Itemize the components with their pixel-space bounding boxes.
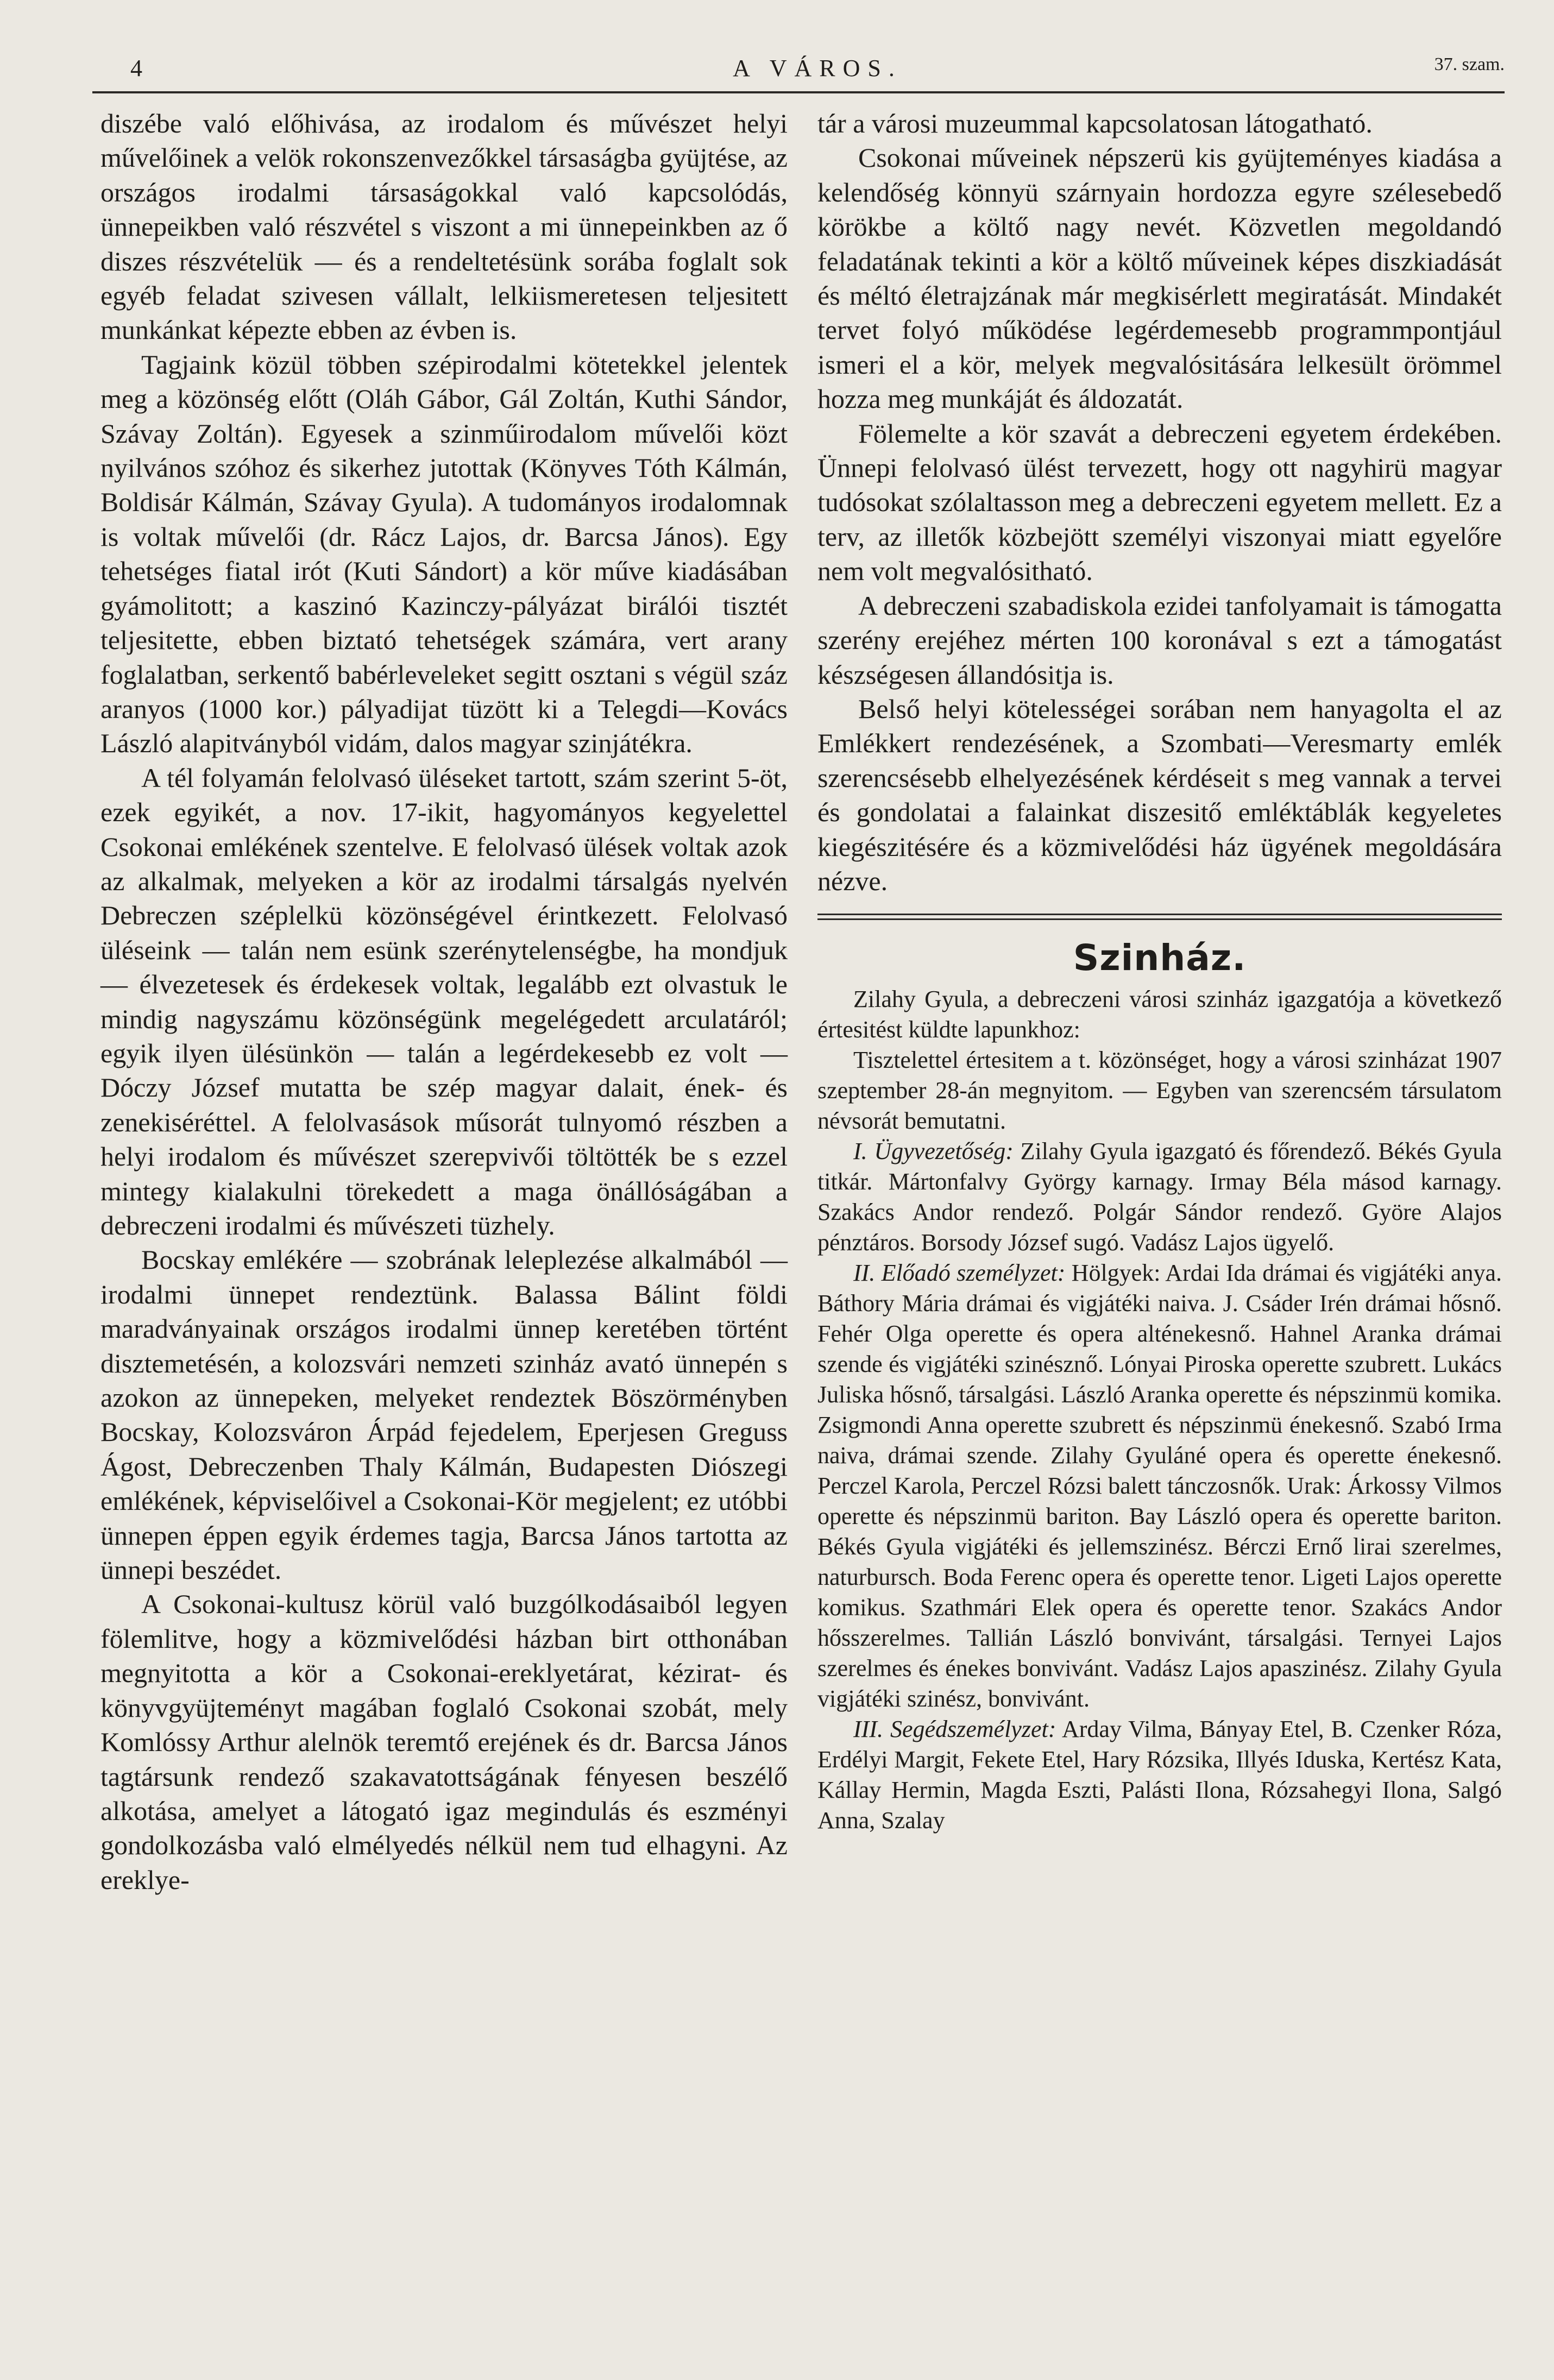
paragraph: Tagjaink közül többen szépirodalmi kötetekkel jelentek meg a közönség előtt (Oláh Gábor, Gál Zoltán, Kuthi Sándor, Szávay Zoltán). Egyesek a szinműirodalom művelői közt nyilvános szóhoz és sikerhez jutottak (Könyves Tóth Kálmán, Boldisár Kálmán, Szávay Gyula). A tudományos irodalomnak is voltak művelői (dr. Rácz Lajos, dr. Barcsa János). Egy tehetséges fiatal irót (Kuti Sándort) a kör műve kiadásában gyámolitott; a kaszinó Kazinczy-pályázat birálói tisztét teljesitette, ebben biztató tehetségek számára, vert arany foglalatban, serkentő babérleveleket segitt osztani s végül száz aranyos (1000 kor.) pályadijat tüzött ki a Telegdi—Kovács László alapitványból vidám, dalos magyar szinjátékra.: [100, 349, 788, 759]
left-column: [100, 106, 788, 1897]
section-label: I. Ügyvezetőség:: [853, 1137, 1014, 1164]
section-text: Zilahy Gyula igazgató és főrendező. Békés Gyula titkár. Mártonfalvy György karnagy. Irmay Béla másod karnagy. Szakács Andor rendező. Polgár Sándor rendező. Györe Alajos pénztáros. Borsody József sugó. Vadász Lajos ügyelő.: [817, 1137, 1502, 1256]
paragraph: A Csokonai-kultusz körül való buzgólkodásaiból legyen fölemlitve, hogy a közmivelődési házban birt otthonában megnyitotta a kör a Csokonai-ereklyetárat, kézirat- és könyvgyüjteményt magában foglaló Csokonai szobát, mely Komlóssy Arthur alelnök teremtő erejének és dr. Barcsa János tagtársunk rendező szakavatottságának fényesen beszélő alkotása, amelyet a látogató igaz megindulás és eszményi gondolkozásba való elmélyedés nélkül nem tud elhagyni. Az ereklye-: [100, 1589, 788, 1895]
paragraph: Fölemelte a kör szavát a debreczeni egyetem érdekében. Ünnepi felolvasó ülést tervezett, hogy ott nagyhirü magyar tudósokat szólaltasson meg a debreczeni egyetem mellett. Ez a terv, az illetők közbejött személyi viszonyai miatt egyelőre nem volt megvalósitható.: [817, 418, 1502, 587]
page-number: 4: [130, 55, 142, 81]
section-text: Hölgyek: Ardai Ida drámai és vigjátéki anya. Báthory Mária drámai és vigjátéki naiva. J. Csáder Irén drámai hősnő. Fehér Olga operette és opera alténekesnő. Hahnel Aranka drámai szende és vigjátéki szinésznő. Lónyai Piroska operette szubrett. Lukács Juliska hősnő, társalgási. László Aranka operette és népszinmü komika. Zsigmondi Anna operette szubrett és népszinmü énekesnő. Szabó Irma naiva, drámai szende. Zilahy Gyuláné opera és operette énekesnő. Perczel Karola, Perczel Rózsi balett tánczosnők. Urak: Árkossy Vilmos operette és népszinmü bariton. Bay László opera és operette bariton. Békés Gyula vigjátéki és jellemszinész. Bérczi Ernő lirai szerelmes, naturbursch. Boda Ferenc opera és operette tenor. Ligeti Lajos operette komikus. Szathmári Elek opera és operette tenor. Szakács Andor hősszerelmes. Tallián László bonvivánt, társalgási. Ternyei Lajos szerelmes és énekes bonvivánt. Vadász Lajos apaszinész. Zilahy Gyula vigjátéki szinész, bonvivánt.: [817, 1259, 1502, 1712]
paragraph: A debreczeni szabadiskola ezidei tanfolyamait is támogatta szerény erejéhez mérten 100 koronával s ezt a támogatást készségesen állandósitja is.: [817, 590, 1502, 690]
paragraph: diszébe való előhivása, az irodalom és művészet helyi művelőinek a velök rokonszenvezőkkel társaságba gyüjtése, az országos irodalmi társaságokkal való kapcsolódás, ünnepeikben való részvétel s viszont a mi ünnepeinkben az ő diszes részvételük — és a rendeltetésünk sorába foglalt sok egyéb feladat szivesen vállalt, lelkiismeretesen teljesitett munkánkat képezte ebben az évben is.: [100, 108, 788, 345]
support-staff-section: [817, 1714, 1502, 1836]
paragraph: Bocskay emlékére — szobrának leleplezése alkalmából — irodalmi ünnepet rendeztünk. Balassa Bálint földi maradványainak országos irodalmi ünnep keretében történt disztemetésén, a kolozsvári nemzeti szinház avató ünnepén s azokon az ünnepeken, melyeket rendeztek Böszörményben Bocskay, Kolozsváron Árpád fejedelem, Eperjesen Greguss Ágost, Debreczenben Thaly Kálmán, Budapesten Diószegi emlékének, képviselőivel a Csokonai-Kör megjelent; ez utóbbi ünnepen éppen egyik érdemes tagja, Barcsa János tartotta az ünnepi beszédet.: [100, 1244, 788, 1585]
paragraph: A tél folyamán felolvasó üléseket tartott, szám szerint 5-öt, ezek egyikét, a nov. 17-ikit, hagyományos kegyelettel Csokonai emlékének szentelve. E felolvasó ülések voltak azok az alkalmak, melyeken a kör az irodalmi társalgás nyelvén Debreczen széplelkü közönségével érintkezett. Felolvasó üléseink — talán nem esünk szerénytelenségbe, ha mondjuk — élvezetesek és érdekesek voltak, legalább ezt olvastuk le mindig nagyszámu közönségünk megelégedett arculatáról; egyik ilyen ülésünkön — talán a legérdekesebb ez volt — Dóczy József mutatta be szép magyar dalait, ének- és zenekiséréttel. A felolvasások műsorát tulnyomó részben a helyi irodalom és művészet szerepvivői töltötték be s ezzel mintegy kialakulni törekedett a maga önállóságában a debreczeni irodalmi és művészeti tüzhely.: [100, 762, 788, 1241]
section-label: II. Előadó személyzet:: [853, 1259, 1066, 1286]
theater-announcement: Tisztelettel értesitem a t. közönséget, hogy a városi szinházat 1907 szeptember 28-án megnyitom. — Egyben van szerencsém társulatom névsorát bemutatni.: [817, 1046, 1502, 1134]
theater-notice: [817, 984, 1502, 1836]
right-column: [817, 106, 1502, 1836]
section-label: III. Segédszemélyzet:: [853, 1715, 1056, 1742]
paragraph: Csokonai műveinek népszerü kis gyüjteményes kiadása a kelendőség könnyü szárnyain hordozza egyre szélesebedő körökbe a költő nagy nevét. Közvetlen megoldandó feladatának tekinti a kör a költő műveinek képes diszkiadását és méltó életrajzának már megkisérlett megiratását. Mindakét tervet folyó működése legérdemesebb programmpontjául ismeri el a kör, melyek megvalósitására lelkesült örömmel hozza meg munkáját és áldozatát.: [817, 142, 1502, 414]
journal-title: A VÁROS.: [733, 55, 902, 81]
paragraph: tár a városi muzeummal kapcsolatosan látogatható.: [817, 108, 1373, 138]
page-header: [130, 54, 1505, 92]
performers-section: [817, 1258, 1502, 1714]
paragraph: Belső helyi kötelességei sorában nem hanyagolta el az Emlékkert rendezésének, a Szombati—Veresmarty emlék szerencsésebb elhelyezésének kérdéseit s meg vannak a tervei és gondolatai a falainkat diszesitő emléktáblák kegyeletes kiegészitésére és a közmivelődési ház ügyének megoldására nézve.: [817, 693, 1502, 896]
management-section: [817, 1136, 1502, 1258]
theater-intro: Zilahy Gyula, a debreczeni városi szinház igazgatója a következő értesitést küldte lapunkhoz:: [817, 985, 1502, 1043]
section-title: Szinház.: [1073, 937, 1247, 979]
issue-number: 37. szam.: [1434, 54, 1505, 74]
header-rule: [92, 91, 1505, 93]
section-text: Arday Vilma, Bányay Etel, B. Czenker Róza, Erdélyi Margit, Fekete Etel, Hary Rózsika, Illyés Iduska, Kertész Kata, Kállay Hermin, Magda Eszti, Palásti Ilona, Rózsahegyi Ilona, Salgó Anna, Szalay: [817, 1715, 1502, 1834]
section-divider: [817, 914, 1502, 920]
